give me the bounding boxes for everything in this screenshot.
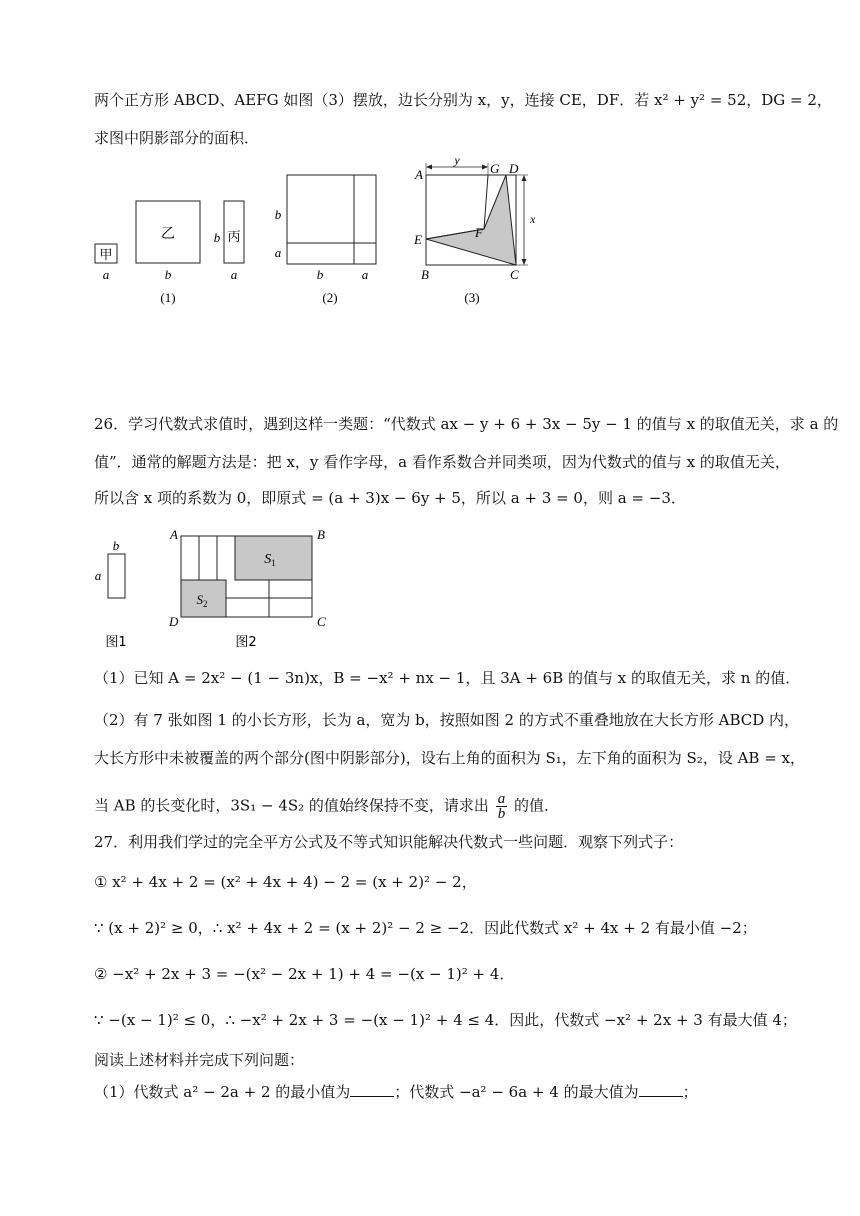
label-s2: $S_2$ [196,592,208,609]
q26-part-2-line-1: （2）有 7 张如图 1 的小长方形，长为 a，宽为 b，按照如图 2 的方式不重叠地放在大长方形 ABCD 内， [94,711,800,729]
q25-figure-2 [275,175,376,305]
big-square [287,175,376,264]
q26-text-line-2: 值”．通常的解题方法是：把 x，y 看作字母，a 看作系数合并同类项，因为代数式的值与 x 的取值无关， [94,453,790,471]
vertex-F: F [475,225,483,240]
small-rectangle [108,554,125,598]
label-y: y [454,155,460,167]
q27-part-1-c: ； [682,1083,698,1101]
q26-part-2-line-3a: 当 AB 的长变化时，3S₁ − 4S₂ 的值始终保持不变，请求出 [94,796,489,815]
q26-text-line-1: 26．学习代数式求值时，遇到这样一类题：“代数式 ax − y + 6 + 3x − 5y − 1 的值与 x 的取值无关，求 a 的 [94,415,839,433]
q26-figure-2 [168,527,326,650]
label-jia: 甲 [99,248,113,263]
vertex-D: D [169,614,179,629]
label-b-2: b [213,230,221,245]
q25-figure-1 [95,201,244,305]
q27-text-line-1: 27．利用我们学过的完全平方公式及不等式知识能解决代数式一些问题．观察下列式子： [94,833,684,851]
fraction-denominator: b [497,806,506,822]
label-a: a [94,568,102,583]
q25-figure-3 [413,155,536,305]
fraction-a-over-b [496,792,508,821]
label-a-left: a [274,245,282,260]
vertex-E: E [414,232,422,247]
q26-figures [84,522,354,654]
q27-text-line-4: ② −x² + 2x + 3 = −(x² − 2x + 1) + 4 = −(x − 1)² + 4． [94,965,515,983]
q27-text-line-7 [94,1082,698,1102]
q26-part-2-line-2: 大长方形中未被覆盖的两个部分(图中阴影部分)，设右上角的面积为 S₁，左下角的面积为 S₂，设 AB = x， [94,749,806,767]
q27-text-line-5: ∵ −(x − 1)² ≤ 0，∴ −x² + 2x + 3 = −(x − 1)² + 4 ≤ 4．因此，代数式 −x² + 2x + 3 有最大值 4； [94,1011,797,1029]
q26-part-1: （1）已知 A = 2x² − (1 − 3n)x，B = −x² + nx − 1，且 3A + 6B 的值与 x 的取值无关，求 n 的值． [94,669,801,687]
label-a-2: a [230,267,238,282]
vertex-B: B [317,527,325,542]
answer-blank-1[interactable] [350,1082,394,1097]
vertex-A: A [170,527,178,542]
shaded-region [426,175,516,265]
fraction-numerator: a [497,791,506,807]
caption-fig-3: (3) [464,290,480,305]
label-a-1: a [102,267,110,282]
q27-part-1-a: （1）代数式 a² − 2a + 2 的最小值为 [94,1083,351,1101]
label-b-1: b [164,267,172,282]
vertex-D: D [509,161,519,176]
label-s1: $S_1$ [264,552,276,568]
vertex-B: B [421,267,429,282]
caption-tu2: 图2 [235,635,257,650]
caption-fig-2: (2) [322,290,338,305]
label-bing: 丙 [227,230,241,245]
caption-tu1: 图1 [105,635,127,650]
q26-part-2-line-3b: 的值． [514,796,560,815]
q26-text-line-3: 所以含 x 项的系数为 0，即原式 = (a + 3)x − 6y + 5，所以 a + 3 = 0，则 a = −3． [94,489,686,507]
vertex-A: A [415,167,423,182]
label-yi: 乙 [161,226,175,242]
vertex-C: C [317,614,326,629]
q25-text-line-1: 两个正方形 ABCD、AEFG 如图（3）摆放，边长分别为 x，y，连接 CE，DF．若 x² + y² = 52，DG = 2， [94,91,832,109]
vertex-C: C [510,267,519,282]
label-b-bottom: b [316,267,324,282]
q27-text-line-2: ① x² + 4x + 2 = (x² + 4x + 4) − 2 = (x + 2)² − 2， [94,873,477,891]
label-b: b [112,538,120,553]
q26-figure-1 [95,538,127,650]
q25-figures [84,155,564,315]
caption-fig-1: (1) [160,290,176,305]
label-b-left: b [274,207,282,222]
q27-text-line-6: 阅读上述材料并完成下列问题： [94,1051,305,1069]
q27-part-1-b: ；代数式 −a² − 6a + 4 的最大值为 [394,1083,639,1101]
q26-part-2-line-3 [94,792,559,821]
label-a-bottom: a [361,267,369,282]
answer-blank-2[interactable] [639,1082,683,1097]
q27-text-line-3: ∵ (x + 2)² ≥ 0，∴ x² + 4x + 2 = (x + 2)² − 2 ≥ −2．因此代数式 x² + 4x + 2 有最小值 −2； [94,919,757,937]
q25-text-line-2: 求图中阴影部分的面积． [94,129,260,147]
vertex-G: G [490,161,500,176]
label-x: x [530,212,536,226]
